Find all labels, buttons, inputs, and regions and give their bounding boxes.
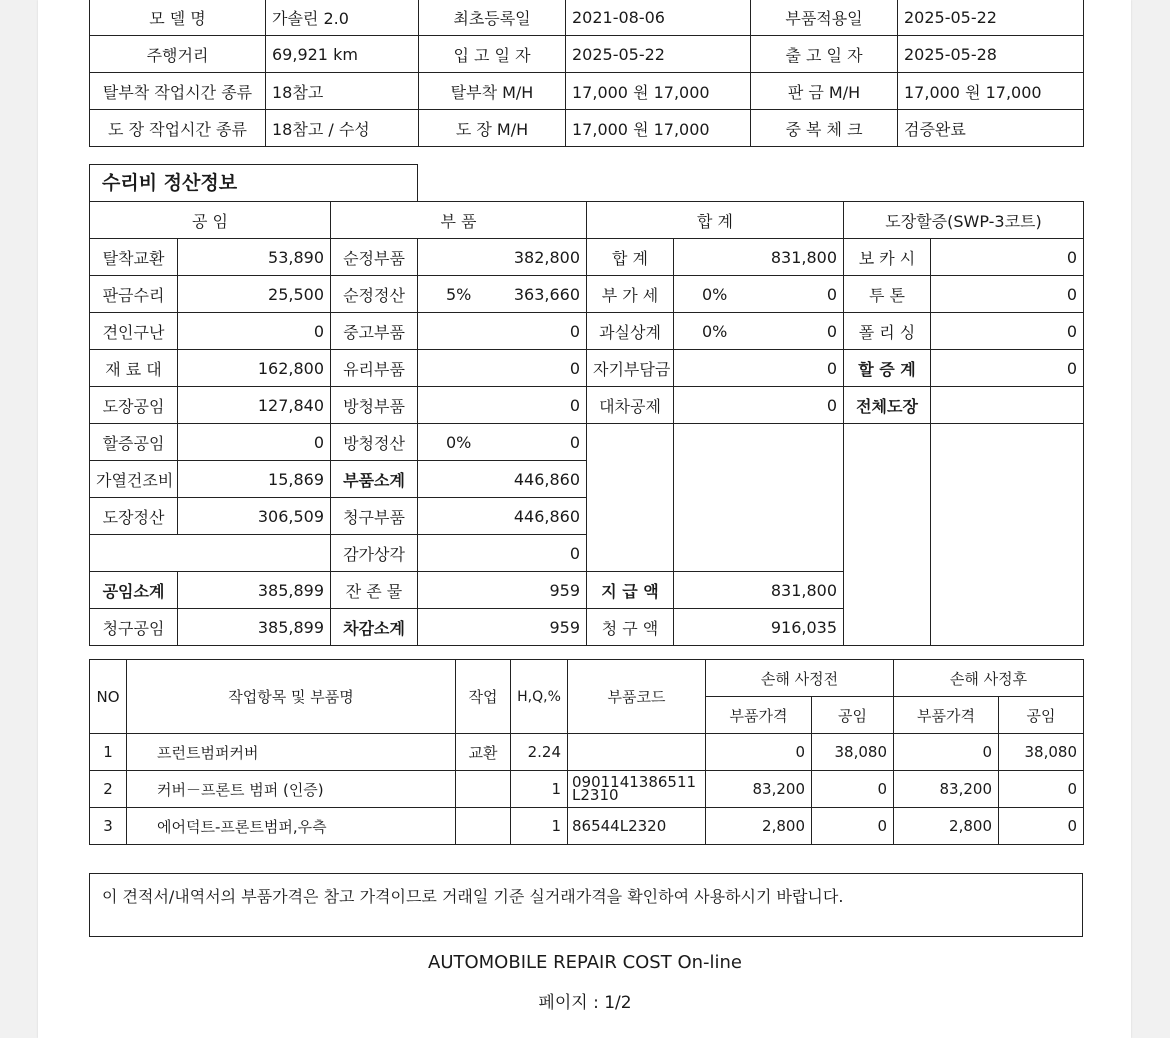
field-value: 17,000 원 17,000 [566, 110, 751, 147]
parts-amount: 363,660 [513, 284, 580, 304]
labor-label: 판금수리 [90, 276, 178, 313]
totals-value [674, 276, 844, 313]
page-number: 페이지 : 1/2 [538, 993, 632, 1013]
table-row [90, 734, 1084, 771]
parts-value: 0 [418, 387, 587, 424]
surcharge-label: 할 증 계 [844, 350, 931, 387]
settlement-header: 공 임 [90, 202, 331, 239]
vehicle-info-table [89, 0, 1084, 147]
parts-value: 0 [418, 535, 587, 572]
totals-empty [674, 424, 844, 572]
item-before-part-price: 0 [706, 734, 812, 771]
item-before-labor: 0 [812, 808, 894, 845]
item-hq: 1 [511, 771, 568, 808]
parts-value: 446,860 [418, 498, 587, 535]
field-label: 탈부착 작업시간 종류 [90, 73, 266, 110]
parts-rate: 0% [446, 432, 472, 452]
item-no: 1 [90, 734, 127, 771]
settlement-row [90, 313, 1084, 350]
settlement-row [90, 276, 1084, 313]
item-work [456, 808, 511, 845]
field-value: 2025-05-22 [898, 0, 1084, 36]
parts-value: 382,800 [418, 239, 587, 276]
parts-label: 중고부품 [331, 313, 418, 350]
parts-label: 유리부품 [331, 350, 418, 387]
item-hq: 1 [511, 808, 568, 845]
field-value: 2025-05-22 [566, 36, 751, 73]
item-part-code: 86544L2320 [568, 808, 706, 845]
parts-rate: 5% [446, 284, 472, 304]
labor-label: 도장공임 [90, 387, 178, 424]
footer-title: AUTOMOBILE REPAIR COST On-line [428, 952, 742, 973]
settlement-title: 수리비 정산정보 [89, 164, 418, 201]
item-part-code [568, 734, 706, 771]
settlement-row [90, 387, 1084, 424]
surcharge-label: 보 카 시 [844, 239, 931, 276]
header-after-part-price: 부품가격 [894, 697, 999, 734]
item-before-labor: 38,080 [812, 734, 894, 771]
totals-label: 자기부담금 [587, 350, 674, 387]
field-label: 주행거리 [90, 36, 266, 73]
parts-value: 959 [418, 572, 587, 609]
item-after-part-price: 0 [894, 734, 999, 771]
labor-label: 가열건조비 [90, 461, 178, 498]
totals-value: 0 [674, 350, 844, 387]
labor-value: 162,800 [178, 350, 331, 387]
parts-label: 방청정산 [331, 424, 418, 461]
header-after-assessment: 손해 사정후 [894, 660, 1084, 697]
parts-label: 차감소계 [331, 609, 418, 646]
surcharge-value [931, 387, 1084, 424]
parts-value: 446,860 [418, 461, 587, 498]
field-value: 18참고 / 수성 [266, 110, 419, 147]
totals-rate: 0% [702, 321, 728, 341]
item-name: 프런트범퍼커버 [127, 734, 456, 771]
parts-value: 0 [418, 350, 587, 387]
field-label: 도 장 작업시간 종류 [90, 110, 266, 147]
vehicle-info-row [90, 73, 1084, 110]
field-label: 도 장 M/H [419, 110, 566, 147]
item-work [456, 771, 511, 808]
item-hq: 2.24 [511, 734, 568, 771]
parts-label: 청구부품 [331, 498, 418, 535]
field-value: 17,000 원 17,000 [898, 73, 1084, 110]
labor-label: 공임소계 [90, 572, 178, 609]
pay-value: 831,800 [674, 572, 844, 609]
header-no: NO [90, 660, 127, 734]
item-after-part-price: 83,200 [894, 771, 999, 808]
totals-value: 0 [674, 387, 844, 424]
item-name: 에어덕트-프론트범퍼,우측 [127, 808, 456, 845]
totals-label: 합 계 [587, 239, 674, 276]
surcharge-label: 전체도장 [844, 387, 931, 424]
totals-label: 부 가 세 [587, 276, 674, 313]
pay-label: 지 급 액 [587, 572, 674, 609]
parts-label: 부품소계 [331, 461, 418, 498]
labor-label: 청구공임 [90, 609, 178, 646]
settlement-table [89, 201, 1084, 646]
work-items-table [89, 659, 1084, 845]
labor-value: 385,899 [178, 572, 331, 609]
field-value: 18참고 [266, 73, 419, 110]
surcharge-label: 투 톤 [844, 276, 931, 313]
labor-value: 0 [178, 313, 331, 350]
settlement-header: 합 계 [587, 202, 844, 239]
field-value: 가솔린 2.0 [266, 0, 419, 36]
labor-label: 재 료 대 [90, 350, 178, 387]
labor-label: 견인구난 [90, 313, 178, 350]
vehicle-info-row [90, 36, 1084, 73]
labor-label: 도장정산 [90, 498, 178, 535]
parts-label: 감가상각 [331, 535, 418, 572]
parts-value: 0 [418, 313, 587, 350]
item-work: 교환 [456, 734, 511, 771]
totals-label: 대차공제 [587, 387, 674, 424]
parts-label: 잔 존 물 [331, 572, 418, 609]
totals-amount: 0 [826, 284, 837, 304]
field-label: 중 복 체 크 [751, 110, 898, 147]
totals-rate: 0% [702, 284, 728, 304]
field-value: 검증완료 [898, 110, 1084, 147]
surcharge-label: 폴 리 싱 [844, 313, 931, 350]
totals-value: 831,800 [674, 239, 844, 276]
field-value: 17,000 원 17,000 [566, 73, 751, 110]
field-label: 모 델 명 [90, 0, 266, 36]
item-after-part-price: 2,800 [894, 808, 999, 845]
item-before-labor: 0 [812, 771, 894, 808]
parts-value [418, 276, 587, 313]
surcharge-value: 0 [931, 350, 1084, 387]
totals-value [674, 313, 844, 350]
claim-label: 청 구 액 [587, 609, 674, 646]
surcharge-empty [931, 424, 1084, 646]
item-part-code: 0901141386511L2310 [568, 771, 706, 808]
surcharge-empty [844, 424, 931, 646]
table-row [90, 808, 1084, 845]
parts-amount: 0 [569, 432, 580, 452]
parts-label: 순정부품 [331, 239, 418, 276]
labor-value: 306,509 [178, 498, 331, 535]
header-work: 작업 [456, 660, 511, 734]
field-value: 69,921 km [266, 36, 419, 73]
header-before-part-price: 부품가격 [706, 697, 812, 734]
item-no: 3 [90, 808, 127, 845]
labor-label: 탈착교환 [90, 239, 178, 276]
claim-value: 916,035 [674, 609, 844, 646]
labor-value: 53,890 [178, 239, 331, 276]
item-after-labor: 0 [999, 808, 1084, 845]
field-label: 판 금 M/H [751, 73, 898, 110]
item-name: 커버－프론트 범퍼 (인증) [127, 771, 456, 808]
header-item-name: 작업항목 및 부품명 [127, 660, 456, 734]
settlement-row [90, 350, 1084, 387]
labor-value: 385,899 [178, 609, 331, 646]
vehicle-info-row [90, 110, 1084, 147]
field-value: 2025-05-28 [898, 36, 1084, 73]
item-after-labor: 38,080 [999, 734, 1084, 771]
totals-label: 과실상계 [587, 313, 674, 350]
header-part-code: 부품코드 [568, 660, 706, 734]
totals-amount: 0 [826, 321, 837, 341]
item-no: 2 [90, 771, 127, 808]
vehicle-info-row [90, 0, 1084, 36]
header-before-labor: 공임 [812, 697, 894, 734]
parts-label: 방청부품 [331, 387, 418, 424]
item-before-part-price: 83,200 [706, 771, 812, 808]
parts-value [418, 424, 587, 461]
labor-label: 할증공임 [90, 424, 178, 461]
header-hq: H,Q,% [511, 660, 568, 734]
table-row [90, 771, 1084, 808]
notice-box: 이 견적서/내역서의 부품가격은 참고 가격이므로 거래일 기준 실거래가격을 확인하여 사용하시기 바랍니다. [89, 873, 1083, 937]
totals-empty [587, 424, 674, 572]
surcharge-value: 0 [931, 313, 1084, 350]
labor-value: 25,500 [178, 276, 331, 313]
field-label: 출 고 일 자 [751, 36, 898, 73]
field-label: 최초등록일 [419, 0, 566, 36]
labor-value: 127,840 [178, 387, 331, 424]
surcharge-value: 0 [931, 239, 1084, 276]
surcharge-value: 0 [931, 276, 1084, 313]
header-before-assessment: 손해 사정전 [706, 660, 894, 697]
field-label: 입 고 일 자 [419, 36, 566, 73]
header-after-labor: 공임 [999, 697, 1084, 734]
settlement-row [90, 239, 1084, 276]
field-value: 2021-08-06 [566, 0, 751, 36]
labor-value: 0 [178, 424, 331, 461]
settlement-row [90, 424, 1084, 461]
parts-label: 순정정산 [331, 276, 418, 313]
settlement-header: 부 품 [331, 202, 587, 239]
item-after-labor: 0 [999, 771, 1084, 808]
parts-value: 959 [418, 609, 587, 646]
labor-label [90, 535, 331, 572]
field-label: 부품적용일 [751, 0, 898, 36]
labor-value: 15,869 [178, 461, 331, 498]
item-before-part-price: 2,800 [706, 808, 812, 845]
field-label: 탈부착 M/H [419, 73, 566, 110]
settlement-header: 도장할증(SWP-3코트) [844, 202, 1084, 239]
